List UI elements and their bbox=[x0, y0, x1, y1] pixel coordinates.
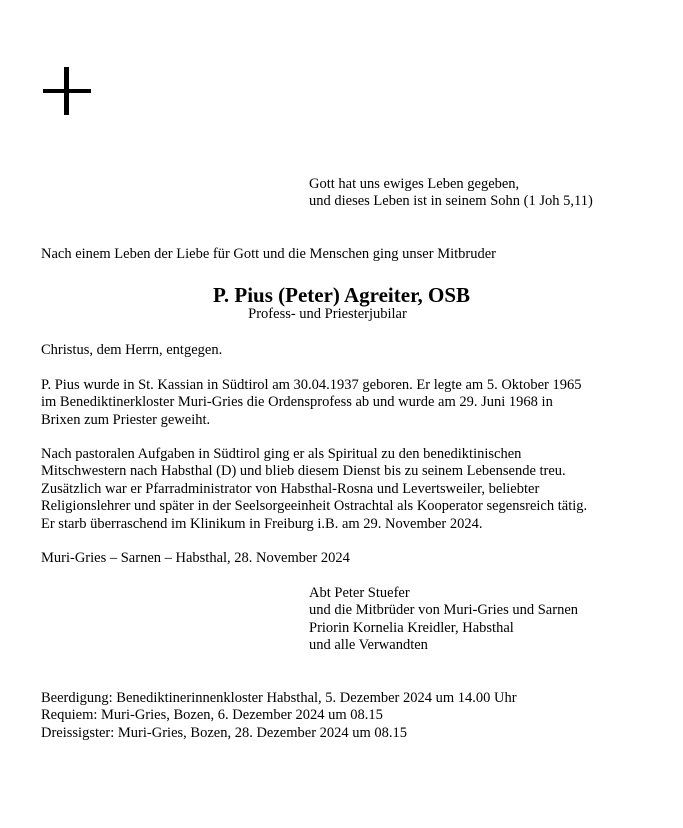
paragraph-line: P. Pius wurde in St. Kassian in Südtirol am 30.04.1937 geboren. Er legte am 5. Oktober 1965 bbox=[41, 377, 582, 393]
bible-verse bbox=[309, 176, 593, 211]
service-line-burial: Beerdigung: Benediktinerinnenkloster Habsthal, 5. Dezember 2024 um 14.00 Uhr bbox=[41, 690, 517, 706]
verse-line: Gott hat uns ewiges Leben gegeben, bbox=[309, 176, 520, 192]
signer-line: Priorin Kornelia Kreidler, Habsthal bbox=[309, 619, 514, 636]
deceased-subtitle: Profess- und Priesterjubilar bbox=[248, 306, 407, 322]
paragraph-line: Nach pastoralen Aufgaben in Südtirol ging er als Spiritual zu den benediktinischen bbox=[41, 446, 522, 462]
signer-line: und alle Verwandten bbox=[309, 637, 428, 654]
service-line-thirtieth: Dreissigster: Muri-Gries, Bozen, 28. Dezember 2024 um 08.15 bbox=[41, 724, 408, 741]
biography-paragraph-1 bbox=[41, 377, 581, 429]
signers-list bbox=[309, 585, 578, 655]
paragraph-line: Er starb überraschend im Klinikum in Freiburg i.B. am 29. November 2024. bbox=[41, 515, 483, 532]
signer-line: Abt Peter Stuefer bbox=[309, 585, 410, 601]
paragraph-line: Zusätzlich war er Pfarradministrator von Habsthal-Rosna und Levertsweiler, beliebter bbox=[41, 480, 540, 497]
verse-line: und dieses Leben ist in seinem Sohn (1 Joh 5,11) bbox=[309, 193, 593, 210]
paragraph-line: im Benediktinerkloster Muri-Gries die Ordensprofess ab und wurde am 29. Juni 1968 in bbox=[41, 394, 553, 411]
christus-line: Christus, dem Herrn, entgegen. bbox=[41, 342, 223, 358]
cross-horizontal-bar bbox=[43, 89, 91, 93]
biography-paragraph-2 bbox=[41, 446, 587, 533]
deceased-name: P. Pius (Peter) Agreiter, OSB bbox=[212, 283, 470, 307]
signer-line: und die Mitbrüder von Muri-Gries und Sarnen bbox=[309, 602, 579, 619]
latin-cross-icon bbox=[43, 67, 91, 115]
place-and-date: Muri-Gries – Sarnen – Habsthal, 28. November 2024 bbox=[41, 550, 350, 566]
paragraph-line: Mitschwestern nach Habsthal (D) und blieb diesem Dienst bis zu seinem Lebensende treu. bbox=[41, 463, 566, 480]
paragraph-line: Brixen zum Priester geweiht. bbox=[41, 411, 211, 428]
paragraph-line: Religionslehrer und später in der Seelsorgeeinheit Ostrachtal als Kooperator segensreich tätig. bbox=[41, 498, 588, 515]
service-dates bbox=[41, 690, 517, 742]
service-line-requiem: Requiem: Muri-Gries, Bozen, 6. Dezember 2024 um 08.15 bbox=[41, 707, 383, 724]
intro-text: Nach einem Leben der Liebe für Gott und die Menschen ging unser Mitbruder bbox=[41, 246, 496, 262]
